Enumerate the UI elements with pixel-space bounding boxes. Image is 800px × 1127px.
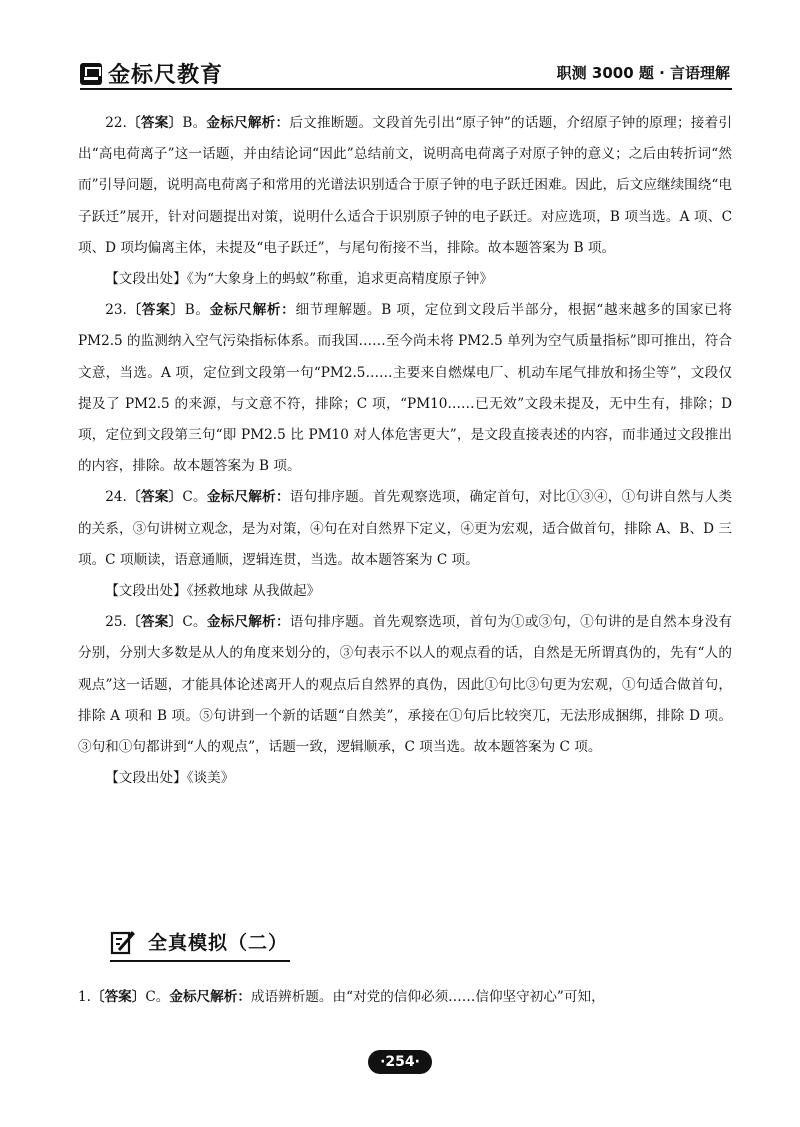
answer-value: C。 xyxy=(182,614,207,631)
source-25: 【文段出处】《谈美》 xyxy=(105,770,235,787)
answer-label: 〔答案〕 xyxy=(126,115,183,131)
answer-label: 〔答案〕 xyxy=(126,614,183,631)
answer-value: C。 xyxy=(182,489,207,506)
source-24: 【文段出处】《拯救地球 从我做起》 xyxy=(105,583,321,600)
analysis-label: 金标尺解析： xyxy=(206,614,290,631)
section-title: 全真模拟（二） xyxy=(148,932,289,954)
page-number: ·254· xyxy=(368,1050,432,1074)
publisher-logo xyxy=(80,58,223,89)
section-underline xyxy=(110,960,290,962)
answer-25 xyxy=(78,607,732,763)
next-section-content xyxy=(78,982,732,1013)
logo-text: 金标尺教育 xyxy=(108,63,224,88)
question-number: 23. xyxy=(105,302,127,319)
question-number: 24. xyxy=(105,489,127,506)
answer-value: B。 xyxy=(182,115,207,131)
analysis-text: 成语辨析题。由“对党的信仰必须……信仰坚守初心”可知， xyxy=(250,989,605,1005)
answer-22 xyxy=(78,108,732,264)
analysis-text: 语句排序题。首先观察选项，确定首句，对比①③④，①句讲自然与人类的关系，③句讲树立观念，是为对策，④句在对自然界下定义，④更为宏观，适合做首句，排除 A、B、D 三项。C 项顺读，语意通顺，逻辑连贯，当选。故本题答案为 C 项。 xyxy=(78,489,733,568)
analysis-text: 后文推断题。文段首先引出“原子钟”的话题，介绍原子钟的原理；接着引出“高电荷离子”这一话题，并由结论词“因此”总结前文，说明高电荷离子对原子钟的意义；之后由转折词“然而”引导问题，说明高电荷离子和常用的光谱法识别适合于原子钟的电子跃迁困难。因此，后文应继续围绕“电子跃迁”展开，针对问题提出对策，说明什么适合于识别原子钟的电子跃迁。对应选项，B 项当选。A 项、C 项、D 项均偏离主体，未提及“电子跃迁”，与尾句衔接不当，排除。故本题答案为 B 项。 xyxy=(78,115,733,256)
source-22: 【文段出处】《为“大象身上的蚂蚁”称重，追求更高精度原子钟》 xyxy=(105,271,493,288)
section-heading xyxy=(110,928,288,955)
analysis-label: 金标尺解析： xyxy=(169,989,251,1005)
logo-icon xyxy=(80,63,102,85)
question-number: 25. xyxy=(105,614,127,631)
analysis-text: 细节理解题。B 项，定位到文段后半部分，根据“越来越多的国家已将 PM2.5 的监测纳入空气污染指标体系。而我国……至今尚未将 PM2.5 单列为空气质量指标”即可推出，符合文意，当选。A 项，定位到文段第一句“PM2.5……主要来自燃煤电厂、机动车尾气排放和扬尘等”，文段仅提及了 PM2.5 的来源，与文意不符，排除；C 项，“PM10……已无效”文段未提及，无中生有，排除；D 项，定位到文段第三句“即 PM2.5 比 PM10 对人体危害更大”，是文段直接表述的内容，而非通过文段推出的内容，排除。故本题答案为 B 项。 xyxy=(78,302,733,475)
page-header xyxy=(80,48,732,90)
analysis-label: 金标尺解析： xyxy=(206,115,290,131)
analysis-label: 金标尺解析： xyxy=(206,489,290,506)
answer-label: 〔答案〕 xyxy=(126,302,185,319)
page-content xyxy=(78,108,732,794)
answer-value: C。 xyxy=(145,989,170,1005)
answer-value: B。 xyxy=(184,302,210,319)
answer-label: 〔答案〕 xyxy=(90,989,146,1005)
question-number: 1. xyxy=(78,989,91,1005)
answer-1 xyxy=(78,982,732,1013)
analysis-label: 金标尺解析： xyxy=(209,302,296,319)
notepad-pencil-icon xyxy=(110,929,136,955)
answer-23 xyxy=(78,295,732,482)
answer-label: 〔答案〕 xyxy=(126,489,183,506)
book-title: 职测 3000 题 · 言语理解 xyxy=(556,64,730,82)
answer-24 xyxy=(78,482,732,576)
analysis-text: 语句排序题。首先观察选项，首句为①或③句，①句讲的是自然本身没有分别，分别大多数是从人的角度来划分的，③句表示不以人的观点看的话，自然是无所谓真伪的，先有“人的观点”这一话题，才能具体论述离开人的观点后自然界的真伪，因此①句比③句更为宏观，①句适合做首句，排除 A 项和 B 项。⑤句讲到一个新的话题“自然美”，承接在①句后比较突兀，无法形成捆绑，排除 D 项。③句和①句都讲到“人的观点”，话题一致，逻辑顺承，C 项当选。故本题答案为 C 项。 xyxy=(78,614,733,756)
question-number: 22. xyxy=(105,115,127,131)
